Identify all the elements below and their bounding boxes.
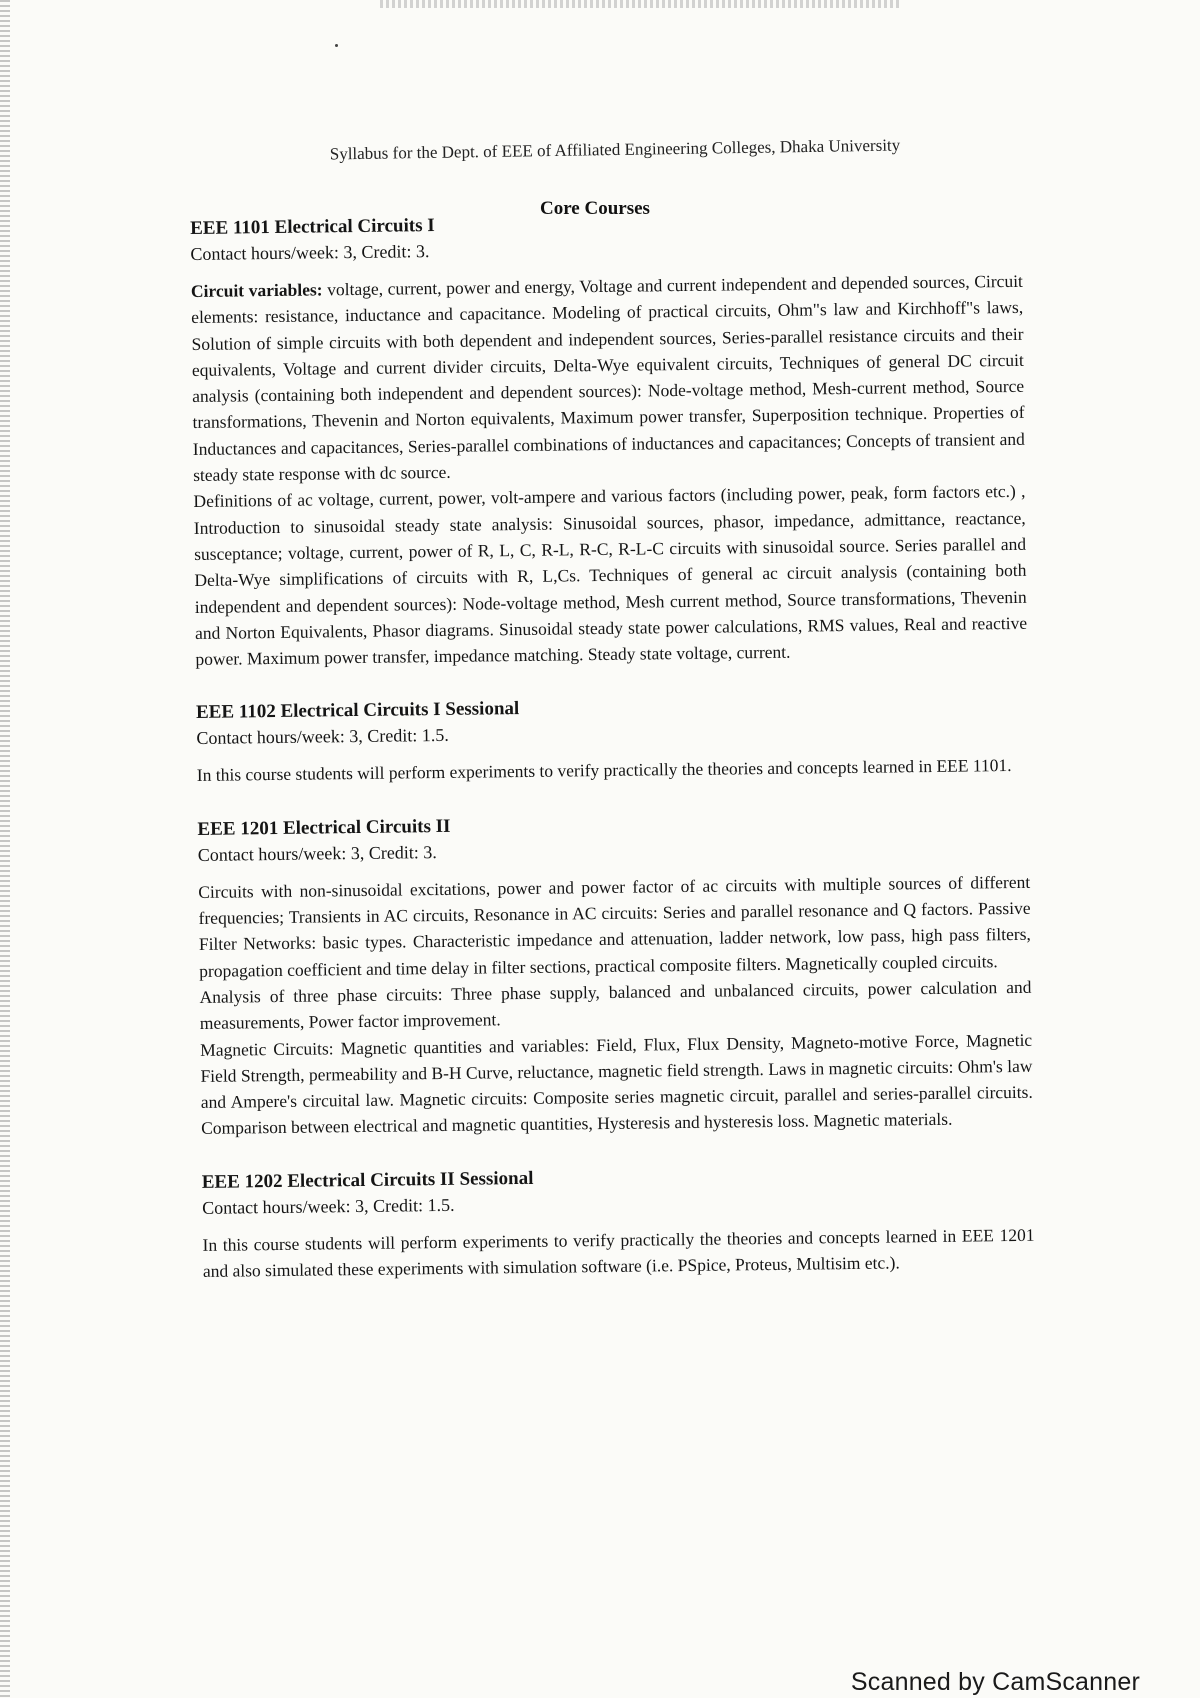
scanner-watermark: Scanned by CamScanner (850, 1668, 1140, 1696)
description-lead: Circuit variables: (190, 279, 323, 301)
description-paragraph: Magnetic Circuits: Magnetic quantities and variables: Field, Flux, Flux Density, Magneto-motive Force, Magnetic Field Strength, permeability and B-H Curve, reluctance, magnetic field strength. Laws in magnetic circuits: Ohm's law and Ampere's circuital law. Magnetic circuits: Composite series magnetic circuit, parallel and series-parallel circuits. Comparison between electrical and magnetic quantities, Hysteresis and hysteresis loss. Magnetic materials. (200, 1029, 1033, 1139)
description-paragraph (191, 268, 1026, 489)
description-paragraph: Definitions of ac voltage, current, power, volt-ampere and various factors (including power, peak, form factors etc.) , Introduction to sinusoidal steady state analysis: Sinusoidal sources, phasor, impedance, admittance, reactance, susceptance; voltage, current, power of R, L, C, R-L, R-C, R-L-C circuits with sinusoidal source. Series parallel and Delta-Wye simplifications of circuits with R, L,Cs. Techniques of general ac circuit analysis (containing both independent and dependent sources): Node-voltage method, Mesh current method, Source transformations, Thevenin and Norton Equivalents, Phasor diagrams. Sinusoidal steady state power calculations, RMS values, Real and reactive power. Maximum power transfer, impedance matching. Steady state voltage, current. (193, 481, 1028, 670)
course-description (197, 752, 1029, 788)
binding-edge (0, 0, 10, 1698)
course-description (198, 869, 1033, 1142)
scan-speck (335, 44, 338, 47)
course-block (197, 807, 1033, 1142)
description-paragraph: In this course students will perform experiments to verify practically the theories and concepts learned in EEE 1101. (196, 755, 1012, 786)
course-meta: Contact hours/week: 3, Credit: 1.5. (201, 1194, 455, 1218)
course-block (196, 690, 1029, 788)
course-block (190, 206, 1028, 673)
course-title: EEE 1201 Electrical Circuits II (197, 815, 451, 840)
page-header: Syllabus for the Dept. of EEE of Affiliated Engineering Colleges, Dhaka University (329, 135, 901, 164)
description-text: voltage, current, power and energy, Voltage and current independent and depended sources, Circuit elements: resistance, inductance and capacitance. Modeling of practical circuits, Ohm"s law and Kirchhoff"s laws, Solution of simple circuits with both dependent and independent sources, Series-parallel resistance circuits and their equivalents, Voltage and current divider circuits, Delta-Wye equivalent circuits, Techniques of general DC circuit analysis (containing both independent and dependent sources): Node-voltage method, Mesh-current method, Source transformations, Thevenin and Norton equivalents, Maximum power transfer, Superposition technique. Properties of Inductances and capacitances, Series-parallel combinations of inductances and capacitances; Concepts of transient and steady state response with dc source. (191, 270, 1025, 486)
course-title: EEE 1202 Electrical Circuits II Sessional (201, 1167, 534, 1193)
course-description (202, 1221, 1035, 1284)
course-title: EEE 1102 Electrical Circuits I Sessional (195, 698, 520, 724)
course-meta: Contact hours/week: 3, Credit: 3. (190, 241, 430, 264)
course-title: EEE 1101 Electrical Circuits I (190, 215, 435, 239)
course-meta: Contact hours/week: 3, Credit: 3. (197, 841, 437, 865)
description-paragraph: Analysis of three phase circuits: Three phase supply, balanced and unbalanced circuits, power calculation and measurements, Power factor improvement. (199, 976, 1032, 1034)
description-paragraph: In this course students will perform experiments to verify practically the theories and concepts learned in EEE 1201 and also simulated these experiments with simulation software (i.e. PSpice, Proteus, Multisim etc.). (202, 1224, 1035, 1281)
page-top-edge (380, 0, 900, 8)
section-title: Core Courses (540, 198, 650, 219)
syllabus-content (190, 206, 1035, 1312)
course-description (191, 268, 1028, 673)
description-paragraph: Circuits with non-sinusoidal excitations, power and power factor of ac circuits with multiple sources of different frequencies; Transients in AC circuits, Resonance in AC circuits: Series and parallel resonance and Q factors. Passive Filter Networks: basic types. Characteristic impedance and attenuation, ladder network, low pass, high pass filters, propagation coefficient and time delay in filter sections, practical composite filters. Magnetically coupled circuits. (198, 871, 1031, 981)
course-meta: Contact hours/week: 3, Credit: 1.5. (196, 725, 449, 749)
course-block (202, 1159, 1035, 1284)
